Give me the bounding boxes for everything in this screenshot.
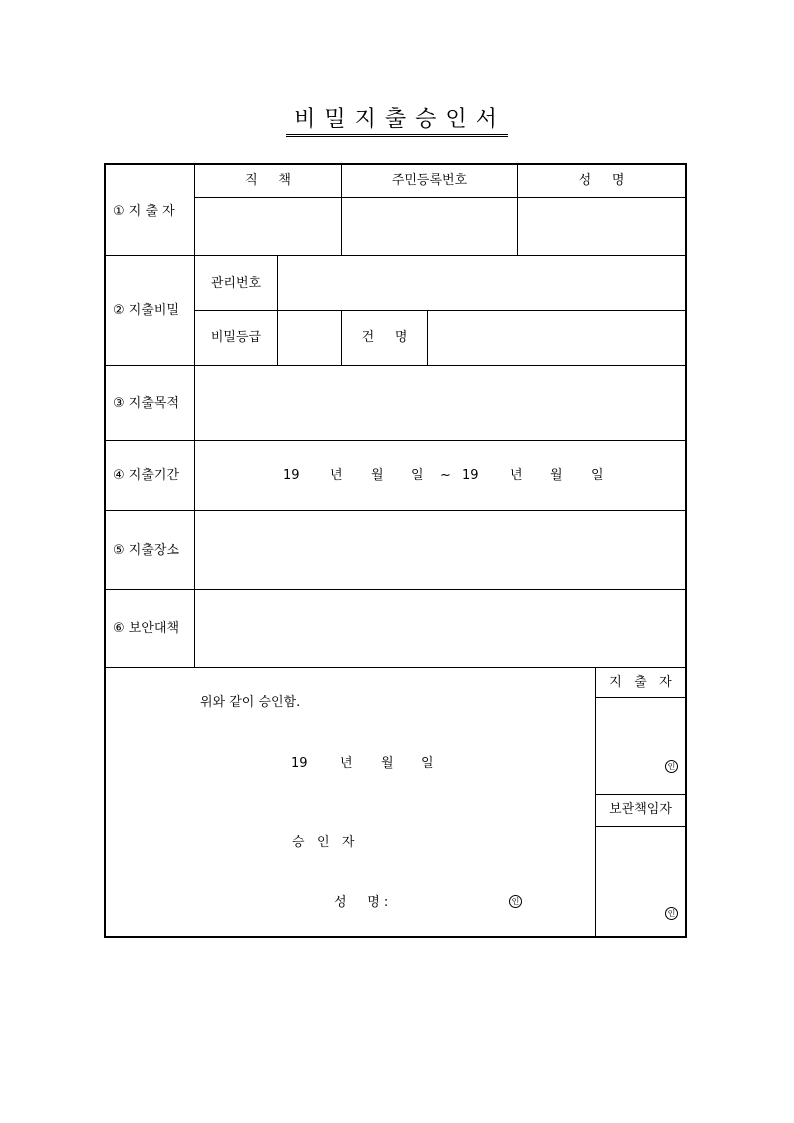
- row-divider: [104, 440, 687, 441]
- approval-wol: 월: [381, 756, 394, 771]
- period-wol-2: 월: [550, 468, 563, 483]
- side-divider: [595, 794, 687, 795]
- row-divider: [104, 589, 687, 590]
- approval-year: 19: [291, 756, 308, 771]
- table-border-top: [104, 163, 687, 165]
- period-il-1: 일: [411, 468, 424, 483]
- side-custodian-label: 보관책임자: [609, 802, 672, 817]
- approver-name-label: 성 명 :: [334, 895, 389, 910]
- sub-row-divider: [194, 310, 687, 311]
- subject-label: 건 명: [361, 330, 408, 345]
- seal-mark: 인: [665, 760, 678, 773]
- row-label-period: ④ 지출기간: [113, 468, 180, 483]
- col-divider: [277, 255, 278, 365]
- header-divider: [194, 197, 687, 198]
- table-border-bottom: [104, 936, 687, 938]
- approver-label: 승 인 자: [292, 835, 355, 850]
- row-divider: [104, 365, 687, 366]
- col-divider: [427, 310, 428, 365]
- period-nyeon-1: 년: [330, 468, 343, 483]
- side-divider: [595, 697, 687, 698]
- side-column-divider: [595, 667, 596, 937]
- seal-mark: 인: [509, 895, 522, 908]
- header-name: 성 명: [578, 173, 625, 188]
- side-divider: [595, 826, 687, 827]
- mgmt-no-label: 관리번호: [210, 276, 262, 291]
- row-label-purpose: ③ 지출목적: [113, 396, 180, 411]
- row-divider: [104, 667, 687, 668]
- label-column-divider: [194, 163, 195, 667]
- table-border-right: [685, 163, 687, 938]
- row-label-secret: ② 지출비밀: [113, 303, 180, 318]
- row-divider: [104, 510, 687, 511]
- period-wol-1: 월: [371, 468, 384, 483]
- document-title: [0, 102, 794, 133]
- grade-label: 비밀등급: [210, 330, 262, 345]
- period-year-1: 19: [283, 468, 300, 483]
- approval-nyeon: 년: [340, 756, 353, 771]
- header-resident-no: 주민등록번호: [391, 173, 468, 188]
- row-divider: [104, 255, 687, 256]
- row-label-place: ⑤ 지출장소: [113, 543, 180, 558]
- period-nyeon-2: 년: [510, 468, 523, 483]
- period-il-2: 일: [591, 468, 604, 483]
- seal-mark: 인: [665, 907, 678, 920]
- side-spender-label: 지 출 자: [609, 675, 672, 690]
- approval-text: 위와 같이 승인함.: [200, 695, 301, 710]
- header-position: 직 책: [245, 173, 291, 188]
- period-year-2: 19: [462, 468, 479, 483]
- row-label-security: ⑥ 보안대책: [113, 621, 180, 636]
- table-border-left: [104, 163, 106, 938]
- period-tilde: ~: [440, 468, 451, 483]
- approval-il: 일: [421, 756, 434, 771]
- document-title-text: 비밀지출승인서: [286, 107, 508, 137]
- row-label-spender: ① 지 출 자: [113, 204, 175, 219]
